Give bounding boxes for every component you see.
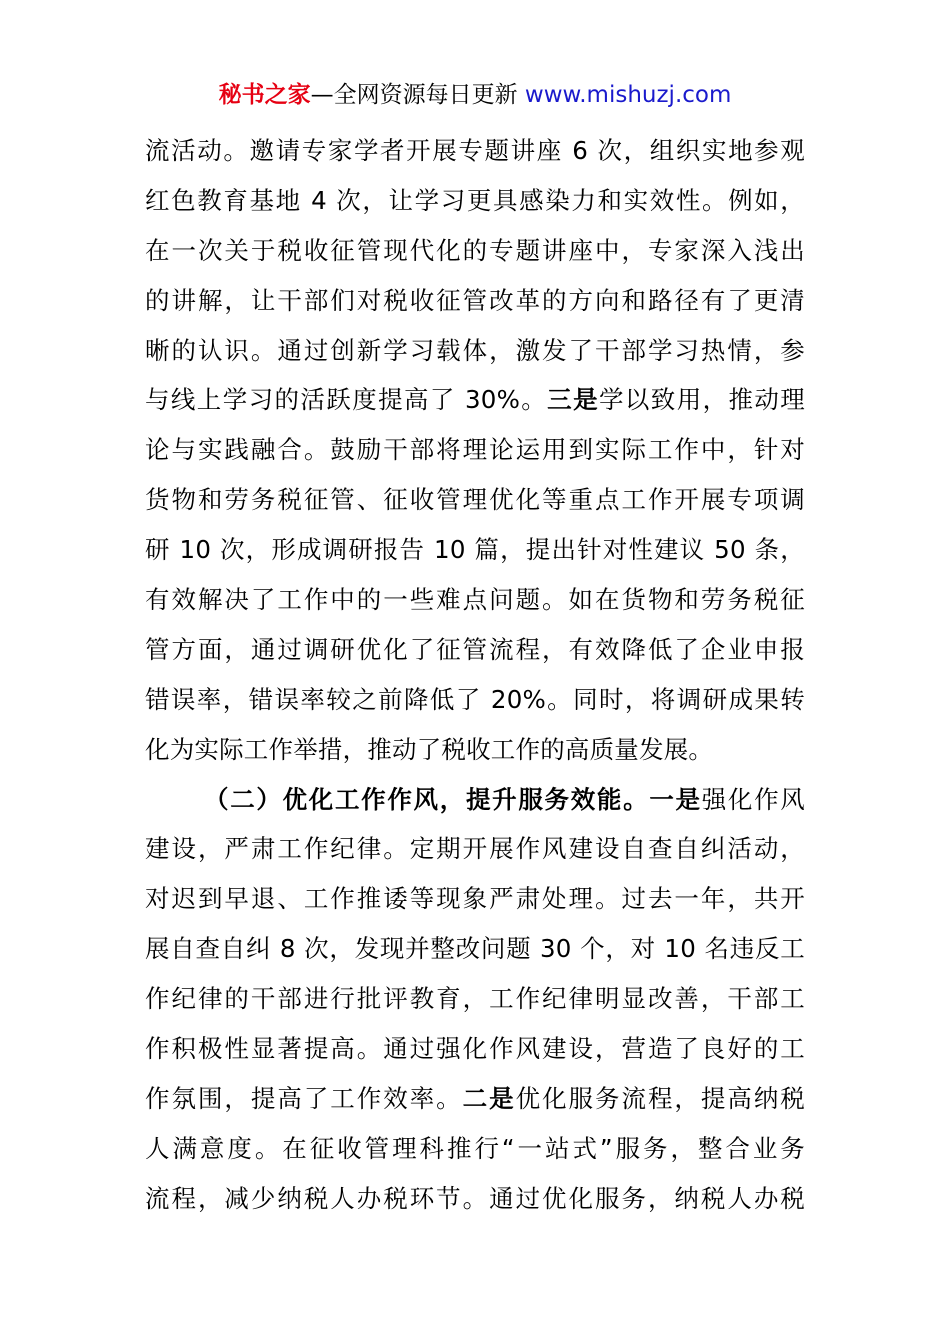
- text-line: [145, 276, 805, 326]
- text-segment: 研 10 次，形成调研报告 10 篇，提出针对性建议 50 条，: [145, 535, 805, 565]
- text-line: [145, 1174, 805, 1224]
- text-line: [145, 874, 805, 924]
- bold-text-segment: （二）优化工作作风，提升服务效能。: [204, 784, 650, 814]
- text-segment: 流程，减少纳税人办税环节。通过优化服务，纳税人办税: [145, 1183, 805, 1213]
- text-segment: 作氛围，提高了工作效率。: [145, 1083, 463, 1113]
- text-segment: 对迟到早退、工作推诿等现象严肃处理。过去一年，共开: [145, 884, 805, 914]
- text-line: [145, 326, 805, 376]
- text-segment: 作积极性显著提高。通过强化作风建设，营造了良好的工: [145, 1034, 805, 1064]
- text-line: [145, 425, 805, 475]
- text-segment: 论与实践融合。鼓励干部将理论运用到实际工作中，针对: [145, 435, 805, 465]
- site-tagline: —全网资源每日更新: [310, 82, 525, 108]
- text-line: [145, 1024, 805, 1074]
- site-header: [0, 80, 950, 110]
- text-segment: 建设，严肃工作纪律。定期开展作风建设自查自纠活动，: [145, 834, 805, 864]
- text-segment: 与线上学习的活跃度提高了 30%。: [145, 385, 548, 415]
- text-line: [145, 475, 805, 525]
- text-line: [145, 226, 805, 276]
- text-segment: 错误率，错误率较之前降低了 20%。同时，将调研成果转: [145, 684, 805, 714]
- text-line: [145, 775, 805, 825]
- text-segment: 晰的认识。通过创新学习载体，激发了干部学习热情，参: [145, 335, 805, 365]
- text-segment: 的讲解，让干部们对税收征管改革的方向和路径有了更清: [145, 285, 805, 315]
- text-line: [145, 974, 805, 1024]
- bold-text-segment: 三是: [547, 385, 599, 415]
- text-line: [145, 375, 805, 425]
- text-segment: 优化服务流程，提高纳税: [515, 1083, 806, 1113]
- text-segment: 管方面，通过调研优化了征管流程，有效降低了企业申报: [145, 634, 805, 664]
- document-body: [145, 126, 805, 1224]
- text-segment: 红色教育基地 4 次，让学习更具感染力和实效性。例如，: [145, 185, 805, 215]
- text-segment: 在一次关于税收征管现代化的专题讲座中，专家深入浅出: [145, 235, 805, 265]
- text-line: [145, 1074, 805, 1124]
- text-segment: 货物和劳务税征管、征收管理优化等重点工作开展专项调: [145, 485, 805, 515]
- text-line: [145, 924, 805, 974]
- text-line: [145, 725, 805, 775]
- text-line: [145, 1124, 805, 1174]
- text-segment: 学以致用，推动理: [598, 385, 805, 415]
- text-segment: 强化作风: [701, 784, 805, 814]
- site-url[interactable]: www.mishuzj.com: [524, 82, 732, 108]
- bold-text-segment: 二是: [462, 1083, 516, 1113]
- text-line: [145, 126, 805, 176]
- text-line: [145, 675, 805, 725]
- site-brand: 秘书之家: [218, 82, 311, 108]
- text-line: [145, 176, 805, 226]
- text-line: [145, 625, 805, 675]
- text-segment: 流活动。邀请专家学者开展专题讲座 6 次，组织实地参观: [145, 136, 805, 165]
- text-line: [145, 525, 805, 575]
- text-segment: 有效解决了工作中的一些难点问题。如在货物和劳务税征: [145, 585, 805, 615]
- text-segment: 展自查自纠 8 次，发现并整改问题 30 个，对 10 名违反工: [145, 934, 805, 964]
- text-segment: 化为实际工作举措，推动了税收工作的高质量发展。: [145, 734, 714, 764]
- text-segment: 作纪律的干部进行批评教育，工作纪律明显改善，干部工: [145, 984, 805, 1014]
- text-line: [145, 824, 805, 874]
- bold-text-segment: 一是: [649, 784, 702, 814]
- text-segment: 人满意度。在征收管理科推行“一站式”服务，整合业务: [145, 1133, 805, 1163]
- text-line: [145, 575, 805, 625]
